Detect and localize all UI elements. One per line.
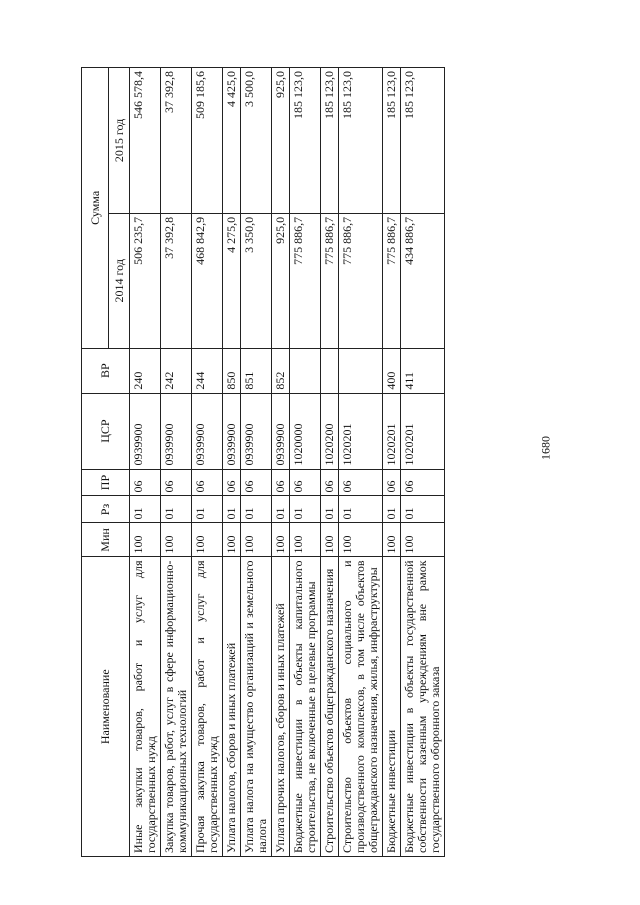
cell-csr: 1020000 bbox=[290, 393, 321, 469]
cell-csr: 0939900 bbox=[272, 393, 290, 469]
cell-y2014: 775 886,7 bbox=[339, 213, 383, 348]
cell-min: 100 bbox=[223, 523, 241, 557]
cell-rz: 01 bbox=[130, 496, 161, 523]
cell-vr: 851 bbox=[241, 348, 272, 393]
cell-vr bbox=[290, 348, 321, 393]
cell-rz: 01 bbox=[339, 496, 383, 523]
cell-vr: 242 bbox=[161, 348, 192, 393]
cell-y2014: 775 886,7 bbox=[290, 213, 321, 348]
cell-y2015: 185 123,0 bbox=[290, 68, 321, 214]
cell-csr: 1020201 bbox=[339, 393, 383, 469]
cell-csr: 1020201 bbox=[383, 393, 401, 469]
cell-min: 100 bbox=[383, 523, 401, 557]
cell-csr: 0939900 bbox=[241, 393, 272, 469]
cell-vr: 411 bbox=[401, 348, 445, 393]
cell-pr: 06 bbox=[161, 469, 192, 496]
cell-y2015: 37 392,8 bbox=[161, 68, 192, 214]
cell-vr: 240 bbox=[130, 348, 161, 393]
table-row bbox=[192, 68, 223, 857]
cell-pr: 06 bbox=[401, 469, 445, 496]
cell-vr: 852 bbox=[272, 348, 290, 393]
cell-rz: 01 bbox=[161, 496, 192, 523]
header-rz: Рз bbox=[82, 496, 130, 523]
cell-y2015: 3 500,0 bbox=[241, 68, 272, 214]
table-row bbox=[290, 68, 321, 857]
cell-vr bbox=[339, 348, 383, 393]
cell-pr: 06 bbox=[272, 469, 290, 496]
cell-min: 100 bbox=[321, 523, 339, 557]
cell-y2015: 925,0 bbox=[272, 68, 290, 214]
table-row bbox=[161, 68, 192, 857]
cell-csr: 0939900 bbox=[130, 393, 161, 469]
header-csr: ЦСР bbox=[82, 393, 130, 469]
cell-min: 100 bbox=[192, 523, 223, 557]
cell-y2015: 185 123,0 bbox=[401, 68, 445, 214]
cell-rz: 01 bbox=[401, 496, 445, 523]
cell-name: Строительство объектов социального и производственного комплексов, в том числе объектов общегражданского назначения, жилья, инфраструктуры bbox=[339, 557, 383, 857]
cell-min: 100 bbox=[290, 523, 321, 557]
cell-pr: 06 bbox=[383, 469, 401, 496]
cell-rz: 01 bbox=[241, 496, 272, 523]
cell-min: 100 bbox=[161, 523, 192, 557]
cell-min: 100 bbox=[339, 523, 383, 557]
cell-y2014: 434 886,7 bbox=[401, 213, 445, 348]
cell-name: Бюджетные инвестиции в объекты капитального строительства, не включенные в целевые программы bbox=[290, 557, 321, 857]
cell-pr: 06 bbox=[321, 469, 339, 496]
cell-y2015: 4 425,0 bbox=[223, 68, 241, 214]
cell-pr: 06 bbox=[223, 469, 241, 496]
cell-pr: 06 bbox=[339, 469, 383, 496]
cell-csr: 0939900 bbox=[223, 393, 241, 469]
cell-y2014: 3 350,0 bbox=[241, 213, 272, 348]
table-row bbox=[130, 68, 161, 857]
cell-vr: 850 bbox=[223, 348, 241, 393]
cell-rz: 01 bbox=[223, 496, 241, 523]
header-pr: ПР bbox=[82, 469, 130, 496]
cell-y2015: 546 578,4 bbox=[130, 68, 161, 214]
cell-name: Закупка товаров, работ, услуг в сфере информационно-коммуникационных технологий bbox=[161, 557, 192, 857]
cell-name: Уплата налогов, сборов и иных платежей bbox=[223, 557, 241, 857]
cell-y2015: 185 123,0 bbox=[383, 68, 401, 214]
cell-rz: 01 bbox=[290, 496, 321, 523]
cell-pr: 06 bbox=[192, 469, 223, 496]
header-vr: ВР bbox=[82, 348, 130, 393]
cell-min: 100 bbox=[401, 523, 445, 557]
budget-table bbox=[81, 67, 445, 857]
cell-name: Уплата прочих налогов, сборов и иных платежей bbox=[272, 557, 290, 857]
cell-y2014: 506 235,7 bbox=[130, 213, 161, 348]
cell-name: Строительство объектов общегражданского назначения bbox=[321, 557, 339, 857]
cell-csr: 0939900 bbox=[161, 393, 192, 469]
cell-min: 100 bbox=[241, 523, 272, 557]
cell-csr: 1020200 bbox=[321, 393, 339, 469]
cell-y2015: 509 185,6 bbox=[192, 68, 223, 214]
cell-min: 100 bbox=[130, 523, 161, 557]
cell-vr: 244 bbox=[192, 348, 223, 393]
header-sum: Сумма bbox=[82, 68, 109, 349]
rotated-table-container bbox=[81, 67, 559, 857]
cell-name: Уплата налога на имущество организаций и земельного налога bbox=[241, 557, 272, 857]
cell-y2014: 37 392,8 bbox=[161, 213, 192, 348]
table-header bbox=[82, 68, 130, 857]
cell-rz: 01 bbox=[272, 496, 290, 523]
cell-min: 100 bbox=[272, 523, 290, 557]
cell-rz: 01 bbox=[383, 496, 401, 523]
cell-y2015: 185 123,0 bbox=[339, 68, 383, 214]
cell-csr: 0939900 bbox=[192, 393, 223, 469]
cell-vr bbox=[321, 348, 339, 393]
table-row bbox=[321, 68, 339, 857]
header-min: Мин bbox=[82, 523, 130, 557]
cell-rz: 01 bbox=[321, 496, 339, 523]
cell-y2014: 925,0 bbox=[272, 213, 290, 348]
cell-name: Иные закупки товаров, работ и услуг для государственных нужд bbox=[130, 557, 161, 857]
cell-y2014: 775 886,7 bbox=[383, 213, 401, 348]
cell-vr: 400 bbox=[383, 348, 401, 393]
table-body bbox=[130, 68, 445, 857]
cell-pr: 06 bbox=[241, 469, 272, 496]
header-2015: 2015 год bbox=[109, 68, 130, 214]
cell-y2014: 468 842,9 bbox=[192, 213, 223, 348]
cell-y2014: 4 275,0 bbox=[223, 213, 241, 348]
cell-name: Прочая закупка товаров, работ и услуг для государственных нужд bbox=[192, 557, 223, 857]
cell-name: Бюджетные инвестиции в объекты государственной собственности казенным учреждениям вне рамок государственного оборонного заказа bbox=[401, 557, 445, 857]
page-number: 1680 bbox=[538, 436, 553, 460]
cell-name: Бюджетные инвестиции bbox=[383, 557, 401, 857]
table-row bbox=[272, 68, 290, 857]
cell-pr: 06 bbox=[290, 469, 321, 496]
cell-pr: 06 bbox=[130, 469, 161, 496]
table-row bbox=[383, 68, 401, 857]
table-row bbox=[223, 68, 241, 857]
table-row bbox=[401, 68, 445, 857]
cell-rz: 01 bbox=[192, 496, 223, 523]
cell-csr: 1020201 bbox=[401, 393, 445, 469]
table-row bbox=[339, 68, 383, 857]
cell-y2014: 775 886,7 bbox=[321, 213, 339, 348]
header-name: Наименование bbox=[82, 557, 130, 857]
header-2014: 2014 год bbox=[109, 213, 130, 348]
cell-y2015: 185 123,0 bbox=[321, 68, 339, 214]
table-row bbox=[241, 68, 272, 857]
